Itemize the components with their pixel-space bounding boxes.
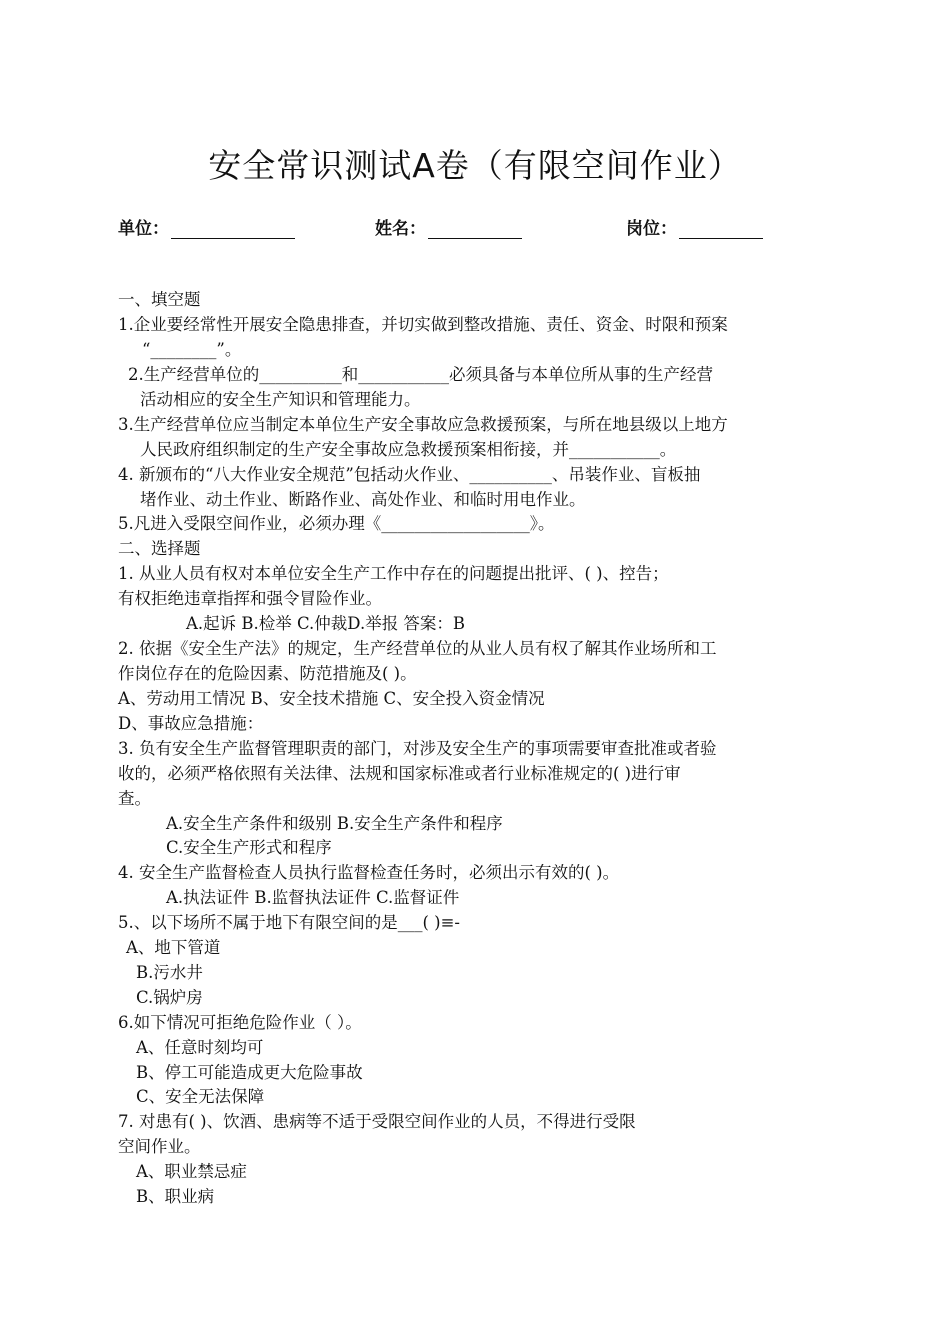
option-line: A、地下管道 bbox=[126, 938, 221, 957]
question-line: 作岗位存在的危险因素、防范措施及( )。 bbox=[118, 664, 417, 683]
question-line: 2. 依据《安全生产法》的规定，生产经营单位的从业人员有权了解其作业场所和工 bbox=[118, 639, 717, 658]
post-label: 岗位： bbox=[626, 219, 677, 239]
section-heading-fill-blank: 一、填空题 bbox=[118, 290, 201, 309]
option-line: A.起诉 B.检举 C.仲裁D.举报 答案：B bbox=[186, 614, 466, 633]
option-line: B、职业病 bbox=[136, 1187, 215, 1206]
question-line: 1.企业要经常性开展安全隐患排查，并切实做到整改措施、责任、资金、时限和预案 bbox=[118, 315, 728, 334]
question-line: 有权拒绝违章指挥和强令冒险作业。 bbox=[118, 589, 382, 608]
question-line: 空间作业。 bbox=[118, 1137, 201, 1156]
name-label: 姓名： bbox=[375, 219, 426, 239]
option-line: D、事故应急措施： bbox=[118, 714, 264, 733]
option-line: A.安全生产条件和级别 B.安全生产条件和程序 bbox=[166, 814, 503, 833]
question-line: 5.、以下场所不属于地下有限空间的是___( )≡- bbox=[118, 913, 461, 932]
unit-field[interactable] bbox=[118, 214, 295, 239]
question-line: 5.凡进入受限空间作业，必须办理《__________________》。 bbox=[118, 514, 555, 533]
post-blank[interactable] bbox=[679, 220, 763, 239]
name-blank[interactable] bbox=[428, 220, 522, 239]
unit-blank[interactable] bbox=[171, 220, 295, 239]
section-heading-choice: 二、选择题 bbox=[118, 539, 201, 558]
post-field[interactable] bbox=[626, 214, 763, 239]
question-line: 活动相应的安全生产知识和管理能力。 bbox=[140, 390, 421, 409]
question-line: 收的，必须严格依照有关法律、法规和国家标准或者行业标准规定的( )进行审 bbox=[118, 764, 681, 783]
question-line: 4. 安全生产监督检查人员执行监督检查任务时，必须出示有效的( )。 bbox=[118, 863, 620, 882]
question-line: 7. 对患有( )、饮酒、患病等不适于受限空间作业的人员，不得进行受限 bbox=[118, 1112, 636, 1131]
option-line: A、任意时刻均可 bbox=[136, 1038, 264, 1057]
question-line: 2.生产经营单位的__________和___________必须具备与本单位所从事的生产经营 bbox=[128, 365, 713, 384]
question-line: 4. 新颁布的“八大作业安全规范”包括动火作业、__________、吊装作业、盲板抽 bbox=[118, 465, 701, 484]
option-line: C.安全生产形式和程序 bbox=[166, 838, 332, 857]
question-line: 堵作业、动土作业、断路作业、高处作业、和临时用电作业。 bbox=[140, 490, 586, 509]
question-line: 查。 bbox=[118, 789, 151, 808]
question-line: “________”。 bbox=[142, 340, 242, 359]
question-line: 3. 负有安全生产监督管理职责的部门，对涉及安全生产的事项需要审查批准或者验 bbox=[118, 739, 717, 758]
option-line: C.锅炉房 bbox=[136, 988, 203, 1007]
option-line: A.执法证件 B.监督执法证件 C.监督证件 bbox=[166, 888, 460, 907]
question-line: 1. 从业人员有权对本单位安全生产工作中存在的问题提出批评、( )、控告； bbox=[118, 564, 669, 583]
option-line: A、劳动用工情况 B、安全技术措施 C、安全投入资金情况 bbox=[118, 689, 545, 708]
option-line: B.污水井 bbox=[136, 963, 203, 982]
page-title: 安全常识测试A卷（有限空间作业） bbox=[208, 146, 742, 185]
option-line: B、停工可能造成更大危险事故 bbox=[136, 1063, 363, 1082]
unit-label: 单位： bbox=[118, 219, 169, 239]
name-field[interactable] bbox=[375, 214, 522, 239]
question-line: 6.如下情况可拒绝危险作业（ ）。 bbox=[118, 1013, 362, 1032]
question-line: 3.生产经营单位应当制定本单位生产安全事故应急救援预案，与所在地县级以上地方 bbox=[118, 415, 728, 434]
option-line: C、安全无法保障 bbox=[136, 1087, 265, 1106]
question-line: 人民政府组织制定的生产安全事故应急救援预案相衔接，并___________。 bbox=[140, 440, 677, 459]
option-line: A、职业禁忌症 bbox=[136, 1162, 247, 1181]
